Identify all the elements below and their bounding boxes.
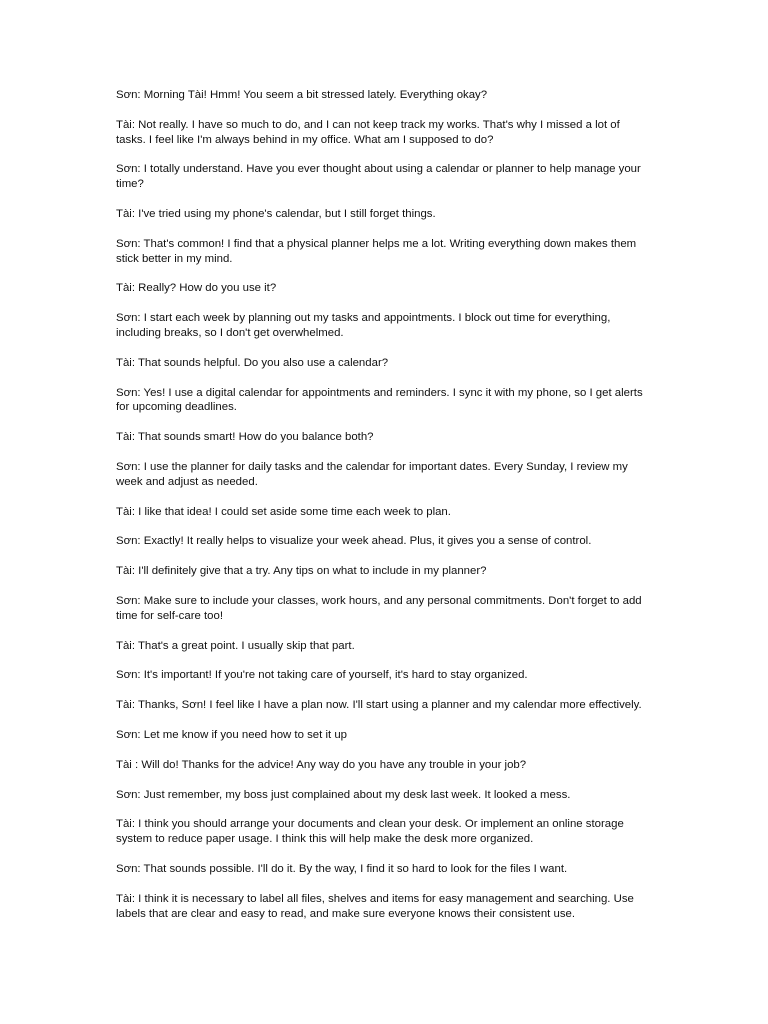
dialogue-line: Sơn: Make sure to include your classes, work hours, and any personal commitments. Don't forget to add time for self-care too!: [116, 594, 642, 622]
dialogue-line: Tài: I think you should arrange your documents and clean your desk. Or implement an online storage system to reduce paper usage. I think this will help make the desk more organized.: [116, 818, 624, 846]
dialogue-line: Tài: That's a great point. I usually skip that part.: [116, 639, 355, 652]
dialogue-line: Sơn: That sounds possible. I'll do it. By the way, I find it so hard to look for the files I want.: [116, 862, 568, 875]
dialogue-line: Sơn: Just remember, my boss just complained about my desk last week. It looked a mess.: [116, 788, 571, 801]
dialogue-line: Sơn: Exactly! It really helps to visualize your week ahead. Plus, it gives you a sense of control.: [116, 535, 592, 548]
dialogue-line: Sơn: That's common! I find that a physical planner helps me a lot. Writing everything down makes them stick better in my mind.: [116, 237, 637, 265]
dialogue-line: Tài: That sounds helpful. Do you also use a calendar?: [116, 356, 389, 369]
dialogue-line: Sơn: Yes! I use a digital calendar for appointments and reminders. I sync it with my phone, so I get alerts for upcoming deadlines.: [116, 386, 643, 414]
dialogue-line: Tài : Will do! Thanks for the advice! Any way do you have any trouble in your job?: [116, 758, 527, 771]
dialogue-line: Tài: That sounds smart! How do you balance both?: [116, 431, 374, 444]
dialogue-line: Sơn: I totally understand. Have you ever thought about using a calendar or planner to help manage your time?: [116, 163, 641, 191]
dialogue-line: Sơn: It's important! If you're not taking care of yourself, it's hard to stay organized.: [116, 669, 528, 682]
dialogue-line: Sơn: I start each week by planning out my tasks and appointments. I block out time for everything, including breaks, so I don't get overwhelmed.: [116, 312, 611, 339]
dialogue-line: Tài: I think it is necessary to label all files, shelves and items for easy management and searching. Use labels that are clear and easy to read, and make sure everyone knows their consistent use.: [116, 892, 634, 920]
dialogue-line: Tài: I'll definitely give that a try. Any tips on what to include in my planner?: [116, 565, 487, 578]
dialogue-line: Tài: Really? How do you use it?: [116, 282, 277, 295]
dialogue-line: Tài: Not really. I have so much to do, and I can not keep track my works. That's why I missed a lot of tasks. I feel like I'm always behind in my office. What am I supposed to do?: [116, 118, 620, 146]
dialogue-line: Sơn: Morning Tài! Hmm! You seem a bit stressed lately. Everything okay?: [116, 89, 488, 101]
dialogue-line: Sơn: Let me know if you need how to set it up: [116, 728, 347, 741]
dialogue-line: Tài: I've tried using my phone's calendar, but I still forget things.: [116, 207, 436, 220]
dialogue-line: Sơn: I use the planner for daily tasks and the calendar for important dates. Every Sunday, I review my week and adjust as needed.: [116, 460, 628, 488]
dialogue-line: Tài: Thanks, Sơn! I feel like I have a plan now. I'll start using a planner and my calendar more effectively.: [116, 699, 642, 712]
dialogue-text: [116, 88, 652, 936]
dialogue-line: Tài: I like that idea! I could set aside some time each week to plan.: [116, 505, 451, 518]
